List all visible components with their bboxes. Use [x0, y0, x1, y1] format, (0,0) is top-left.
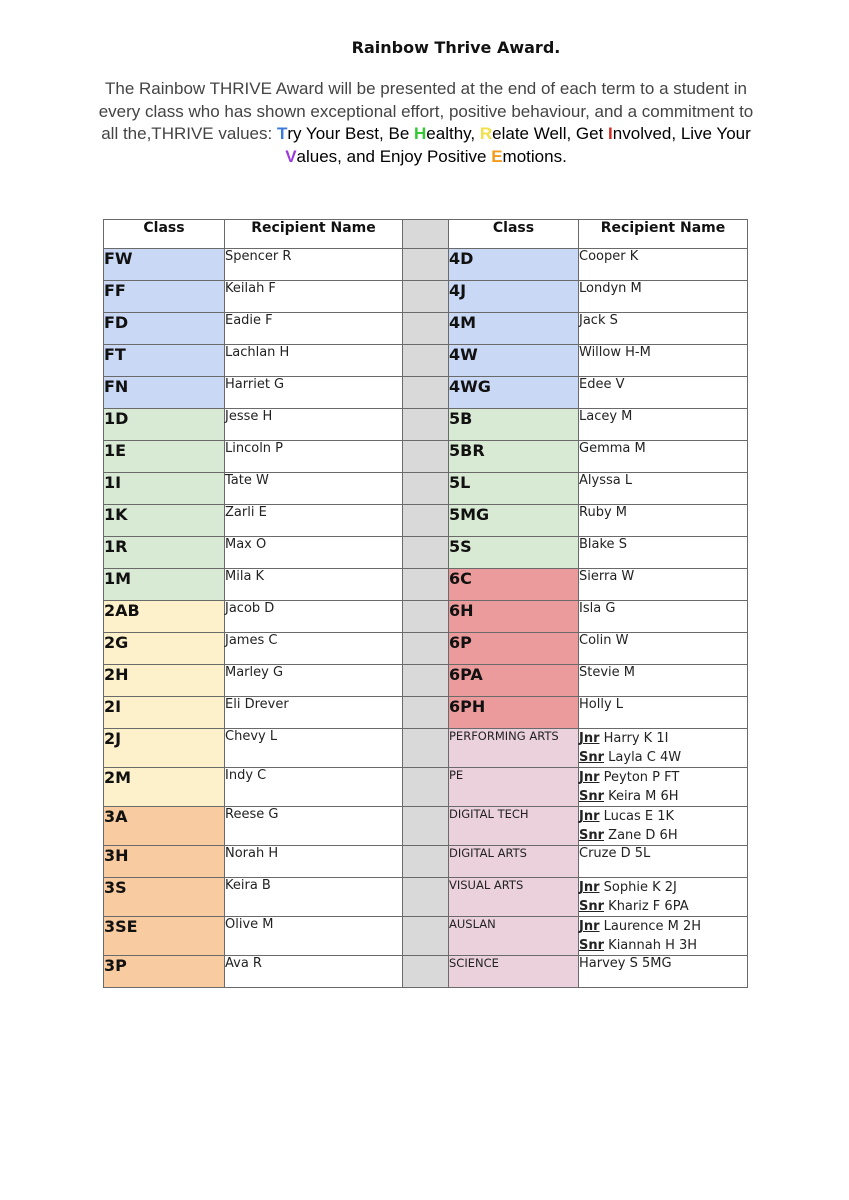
junior-label: Jnr [579, 919, 600, 934]
junior-label: Jnr [579, 731, 600, 746]
recipient-cell: Ruby M [579, 505, 748, 537]
recipient-cell: Lacey M [579, 409, 748, 441]
senior-recipient [579, 748, 747, 767]
class-cell: 2H [104, 665, 225, 697]
value-relate-rest: elate Well, [492, 124, 576, 143]
recipient-cell: Lachlan H [225, 345, 403, 377]
class-cell: 1D [104, 409, 225, 441]
junior-name: Laurence M 2H [599, 919, 702, 934]
class-cell: 2G [104, 633, 225, 665]
table-row [104, 601, 748, 633]
class-cell: 2I [104, 697, 225, 729]
subject-cell: DIGITAL TECH [449, 807, 579, 846]
junior-name: Harry K 1I [599, 731, 669, 746]
gap-cell [403, 665, 449, 697]
gap-cell [403, 601, 449, 633]
recipient-cell: Jesse H [225, 409, 403, 441]
table-row [104, 633, 748, 665]
senior-recipient [579, 936, 747, 955]
subject-cell: VISUAL ARTS [449, 878, 579, 917]
class-cell: 4D [449, 249, 579, 281]
value-healthy-initial: H [414, 124, 427, 143]
senior-name: Layla C 4W [604, 750, 682, 765]
gap-cell [403, 441, 449, 473]
recipient-cell: Mila K [225, 569, 403, 601]
gap-cell [403, 249, 449, 281]
table-row [104, 729, 748, 768]
class-cell: 5B [449, 409, 579, 441]
class-cell: 5S [449, 537, 579, 569]
header-recipient-left: Recipient Name [225, 220, 403, 249]
table-row [104, 345, 748, 377]
recipient-cell: Edee V [579, 377, 748, 409]
document-title: Rainbow Thrive Award. [351, 38, 561, 57]
gap-cell [403, 345, 449, 377]
gap-cell [403, 281, 449, 313]
subject-recipients-cell [579, 807, 748, 846]
class-cell: 1R [104, 537, 225, 569]
senior-name: Keira M 6H [604, 789, 679, 804]
senior-label: Snr [579, 899, 605, 914]
junior-name: Lucas E 1K [599, 809, 675, 824]
senior-label: Snr [579, 789, 605, 804]
recipient-cell: Sierra W [579, 569, 748, 601]
table-row [104, 505, 748, 537]
recipient-cell: Olive M [225, 917, 403, 956]
table-row [104, 313, 748, 345]
recipient-cell: Chevy L [225, 729, 403, 768]
class-cell: 3P [104, 956, 225, 988]
table-row [104, 473, 748, 505]
value-emotions-rest: motions. [502, 146, 567, 166]
junior-recipient [579, 807, 747, 826]
class-cell: 6PA [449, 665, 579, 697]
senior-recipient [579, 787, 747, 806]
class-cell: 3S [104, 878, 225, 917]
recipient-cell: Keira B [225, 878, 403, 917]
recipient-cell: Indy C [225, 768, 403, 807]
recipient-cell: James C [225, 633, 403, 665]
header-class-left: Class [104, 220, 225, 249]
recipient-cell: Reese G [225, 807, 403, 846]
subject-recipients-cell: Cruze D 5L [579, 846, 748, 878]
class-cell: FN [104, 377, 225, 409]
class-cell: 3SE [104, 917, 225, 956]
table-row [104, 377, 748, 409]
class-cell: 6PH [449, 697, 579, 729]
value-emotions-initial: E [491, 146, 503, 166]
table-row [104, 665, 748, 697]
header-gap [403, 220, 449, 249]
table-row [104, 697, 748, 729]
table-row [104, 768, 748, 807]
class-cell: 4J [449, 281, 579, 313]
subject-recipients-cell [579, 917, 748, 956]
subject-cell: PE [449, 768, 579, 807]
recipient-cell: Eadie F [225, 313, 403, 345]
subject-recipients-cell: Harvey S 5MG [579, 956, 748, 988]
value-try-rest: ry Your Best, [287, 124, 389, 143]
recipient-cell: Harriet G [225, 377, 403, 409]
subject-cell: SCIENCE [449, 956, 579, 988]
table-row [104, 807, 748, 846]
table-row [104, 846, 748, 878]
class-cell: 6P [449, 633, 579, 665]
recipient-cell: Londyn M [579, 281, 748, 313]
class-cell: FF [104, 281, 225, 313]
gap-cell [403, 956, 449, 988]
recipient-cell: Gemma M [579, 441, 748, 473]
table-row [104, 537, 748, 569]
thrive-values [277, 124, 751, 166]
value-involved-initial: I [608, 124, 613, 143]
recipient-cell: Blake S [579, 537, 748, 569]
senior-label: Snr [579, 938, 605, 953]
class-cell: FW [104, 249, 225, 281]
recipient-cell: Stevie M [579, 665, 748, 697]
gap-cell [403, 505, 449, 537]
junior-recipient [579, 878, 747, 897]
recipient-cell: Keilah F [225, 281, 403, 313]
awards-table [103, 219, 748, 988]
header-class-right: Class [449, 220, 579, 249]
value-healthy-prefix: Be [388, 124, 415, 143]
senior-label: Snr [579, 828, 605, 843]
recipient-cell: Eli Drever [225, 697, 403, 729]
gap-cell [403, 807, 449, 846]
value-relate-initial: R [479, 124, 493, 143]
gap-cell [403, 846, 449, 878]
value-involved-prefix: Get [575, 124, 609, 143]
header-recipient-right: Recipient Name [579, 220, 748, 249]
gap-cell [403, 768, 449, 807]
recipient-cell: Cooper K [579, 249, 748, 281]
intro-paragraph [92, 78, 760, 168]
intro-lead: The Rainbow THRIVE Award will be presented at the end of each term to a student in every class who has shown exceptional effort, positive behaviour, and a commitment to all the,THRIVE values: [98, 79, 754, 143]
table-row [104, 878, 748, 917]
class-cell: FD [104, 313, 225, 345]
recipient-cell: Zarli E [225, 505, 403, 537]
subject-recipients-cell [579, 768, 748, 807]
table-row [104, 917, 748, 956]
class-cell: 1M [104, 569, 225, 601]
subject-cell: PERFORMING ARTS [449, 729, 579, 768]
table-row [104, 281, 748, 313]
class-cell: 6C [449, 569, 579, 601]
class-cell: 3H [104, 846, 225, 878]
class-cell: 1K [104, 505, 225, 537]
recipient-cell: Alyssa L [579, 473, 748, 505]
subject-cell: DIGITAL ARTS [449, 846, 579, 878]
class-cell: 5MG [449, 505, 579, 537]
gap-cell [403, 313, 449, 345]
table-row [104, 956, 748, 988]
recipient-cell: Isla G [579, 601, 748, 633]
value-healthy-rest: ealthy, [426, 124, 480, 143]
gap-cell [403, 377, 449, 409]
value-values-initial: V [285, 146, 297, 166]
gap-cell [403, 697, 449, 729]
gap-cell [403, 569, 449, 601]
recipient-cell: Max O [225, 537, 403, 569]
class-cell: 4W [449, 345, 579, 377]
gap-cell [403, 633, 449, 665]
subject-cell: AUSLAN [449, 917, 579, 956]
junior-label: Jnr [579, 770, 600, 785]
class-cell: 2J [104, 729, 225, 768]
recipient-cell: Willow H-M [579, 345, 748, 377]
value-values-rest: alues, and Enjoy Positive [296, 146, 492, 166]
senior-name: Zane D 6H [604, 828, 678, 843]
recipient-cell: Spencer R [225, 249, 403, 281]
class-cell: 3A [104, 807, 225, 846]
table-header-row [104, 220, 748, 249]
junior-label: Jnr [579, 809, 600, 824]
recipient-cell: Jacob D [225, 601, 403, 633]
recipient-cell: Jack S [579, 313, 748, 345]
table-row [104, 249, 748, 281]
gap-cell [403, 729, 449, 768]
recipient-cell: Holly L [579, 697, 748, 729]
senior-label: Snr [579, 750, 605, 765]
gap-cell [403, 473, 449, 505]
class-cell: FT [104, 345, 225, 377]
gap-cell [403, 917, 449, 956]
gap-cell [403, 537, 449, 569]
recipient-cell: Colin W [579, 633, 748, 665]
subject-recipients-cell [579, 878, 748, 917]
class-cell: 5BR [449, 441, 579, 473]
class-cell: 2AB [104, 601, 225, 633]
junior-recipient [579, 917, 747, 936]
junior-label: Jnr [579, 880, 600, 895]
class-cell: 5L [449, 473, 579, 505]
class-cell: 4M [449, 313, 579, 345]
recipient-cell: Marley G [225, 665, 403, 697]
senior-name: Khariz F 6PA [604, 899, 689, 914]
senior-recipient [579, 897, 747, 916]
recipient-cell: Ava R [225, 956, 403, 988]
value-involved-rest: nvolved, Live Your [612, 124, 751, 143]
table-row [104, 569, 748, 601]
gap-cell [403, 409, 449, 441]
junior-recipient [579, 768, 747, 787]
subject-recipients-cell [579, 729, 748, 768]
junior-name: Peyton P FT [599, 770, 680, 785]
senior-recipient [579, 826, 747, 845]
junior-name: Sophie K 2J [599, 880, 677, 895]
value-try-initial: T [276, 124, 288, 143]
recipient-cell: Norah H [225, 846, 403, 878]
class-cell: 6H [449, 601, 579, 633]
recipient-cell: Lincoln P [225, 441, 403, 473]
recipient-cell: Tate W [225, 473, 403, 505]
senior-name: Kiannah H 3H [604, 938, 698, 953]
class-cell: 1E [104, 441, 225, 473]
gap-cell [403, 878, 449, 917]
class-cell: 4WG [449, 377, 579, 409]
junior-recipient [579, 729, 747, 748]
table-row [104, 409, 748, 441]
class-cell: 2M [104, 768, 225, 807]
class-cell: 1I [104, 473, 225, 505]
table-row [104, 441, 748, 473]
